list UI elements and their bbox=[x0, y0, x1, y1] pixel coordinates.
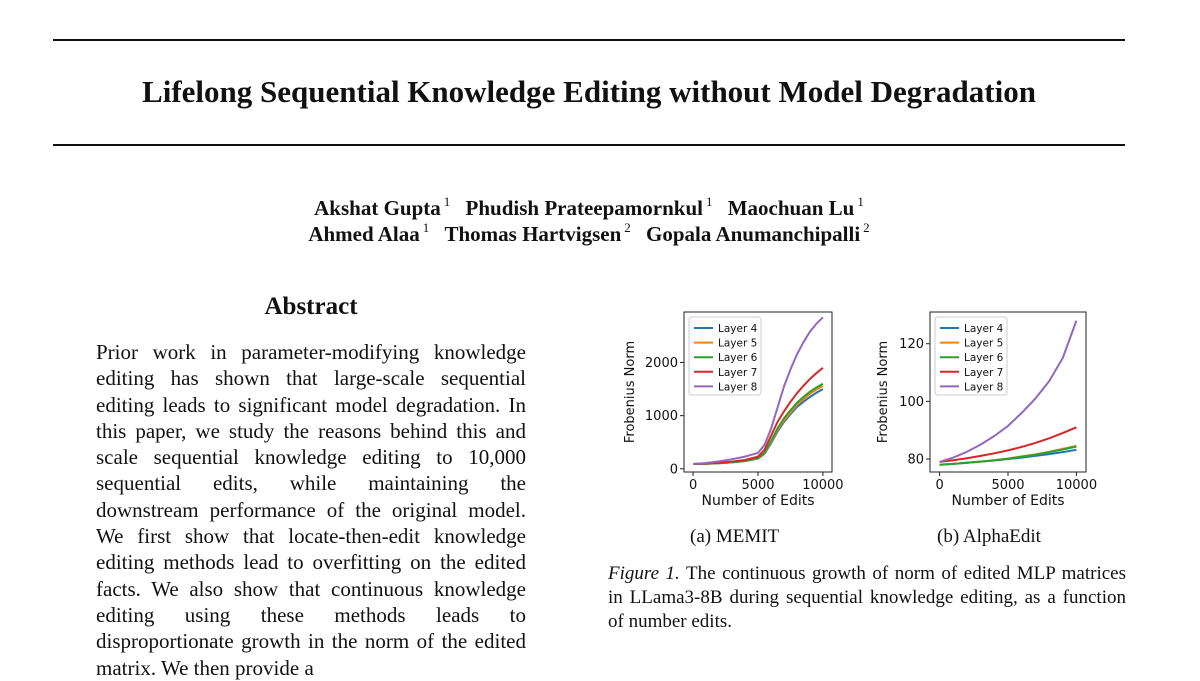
author-affiliation: 1 bbox=[422, 220, 430, 235]
author-name: Phudish Prateepamornkul bbox=[465, 196, 703, 220]
legend-label: Layer 7 bbox=[964, 366, 1004, 379]
author-name: Thomas Hartvigsen bbox=[444, 222, 622, 246]
x-tick-label: 5000 bbox=[741, 478, 775, 493]
y-tick-label: 80 bbox=[907, 452, 924, 468]
title-rule-top bbox=[53, 39, 1125, 41]
x-axis-label: Number of Edits bbox=[701, 493, 815, 509]
y-tick-label: 100 bbox=[899, 394, 924, 410]
x-axis-label: Number of Edits bbox=[951, 493, 1065, 509]
author-affiliation: 1 bbox=[705, 194, 713, 209]
figure-label: Figure 1. bbox=[608, 563, 680, 584]
author-affiliation: 1 bbox=[857, 194, 864, 209]
chart-alphaedit-svg bbox=[872, 300, 1132, 510]
paper-title: Lifelong Sequential Knowledge Editing without Model Degradation bbox=[142, 74, 1036, 109]
author-name: Gopala Anumanchipalli bbox=[646, 222, 861, 246]
author-name: Akshat Gupta bbox=[314, 196, 441, 220]
author bbox=[466, 196, 713, 220]
legend-label: Layer 5 bbox=[964, 337, 1004, 350]
legend-label: Layer 4 bbox=[718, 323, 758, 335]
y-tick-label: 2000 bbox=[644, 355, 678, 371]
subcaption-memit: (a) MEMIT bbox=[690, 526, 780, 547]
series-line-layer-7 bbox=[940, 427, 1077, 462]
legend-label: Layer 6 bbox=[718, 352, 758, 365]
subcaption-alphaedit: (b) AlphaEdit bbox=[937, 526, 1041, 547]
chart-alphaedit bbox=[872, 300, 1132, 510]
legend-label: Layer 7 bbox=[718, 366, 758, 379]
legend-label: Layer 8 bbox=[718, 381, 758, 394]
author-name: Maochuan Lu bbox=[727, 196, 855, 220]
author-line-2 bbox=[0, 220, 1178, 247]
author bbox=[646, 222, 870, 246]
abstract-heading: Abstract bbox=[264, 293, 358, 320]
y-axis-label: Frobenius Norm bbox=[623, 340, 638, 444]
chart-memit-svg bbox=[612, 300, 874, 510]
y-axis-label: Frobenius Norm bbox=[876, 340, 891, 444]
x-tick-label: 0 bbox=[688, 478, 698, 493]
x-tick-label: 5000 bbox=[991, 478, 1025, 493]
figure-caption bbox=[608, 562, 1126, 634]
y-tick-label: 120 bbox=[899, 337, 924, 353]
x-tick-label: 0 bbox=[935, 478, 944, 493]
legend-label: Layer 8 bbox=[964, 381, 1004, 394]
legend-label: Layer 5 bbox=[718, 337, 758, 350]
y-tick-label: 0 bbox=[669, 462, 678, 478]
figure-caption-text: The continuous growth of norm of edited MLP matrices in LLama3-8B during sequential knowledge editing, as a function of number edits. bbox=[608, 563, 1126, 632]
author bbox=[445, 222, 631, 246]
chart-memit bbox=[612, 300, 874, 510]
author-name: Ahmed Alaa bbox=[308, 222, 420, 246]
author-affiliation: 2 bbox=[624, 220, 631, 235]
x-tick-label: 10000 bbox=[802, 478, 844, 493]
legend-label: Layer 4 bbox=[964, 323, 1004, 335]
author-line-1 bbox=[0, 194, 1178, 221]
author bbox=[314, 196, 450, 220]
author-affiliation: 2 bbox=[863, 220, 870, 235]
x-tick-label: 10000 bbox=[1055, 478, 1098, 493]
author bbox=[728, 196, 864, 220]
title-rule-bottom bbox=[53, 144, 1125, 146]
author-affiliation: 1 bbox=[443, 194, 451, 209]
author bbox=[308, 222, 429, 246]
y-tick-label: 1000 bbox=[644, 409, 678, 425]
abstract-text: Prior work in parameter-modifying knowledge editing has shown that large-scale sequential editing leads to significant model degradation. In this paper, we study the reasons behind this and scale sequential knowledge editing to 10,000 sequential edits, while maintaining the downstream performance of the original model. We first show that locate-then-edit knowledge editing methods lead to overfitting on the edited facts. We also show that continuous knowledge editing using these methods leads to disproportionate growth in the norm of the edited matrix. We then provide a bbox=[96, 340, 526, 680]
legend-label: Layer 6 bbox=[964, 352, 1004, 365]
